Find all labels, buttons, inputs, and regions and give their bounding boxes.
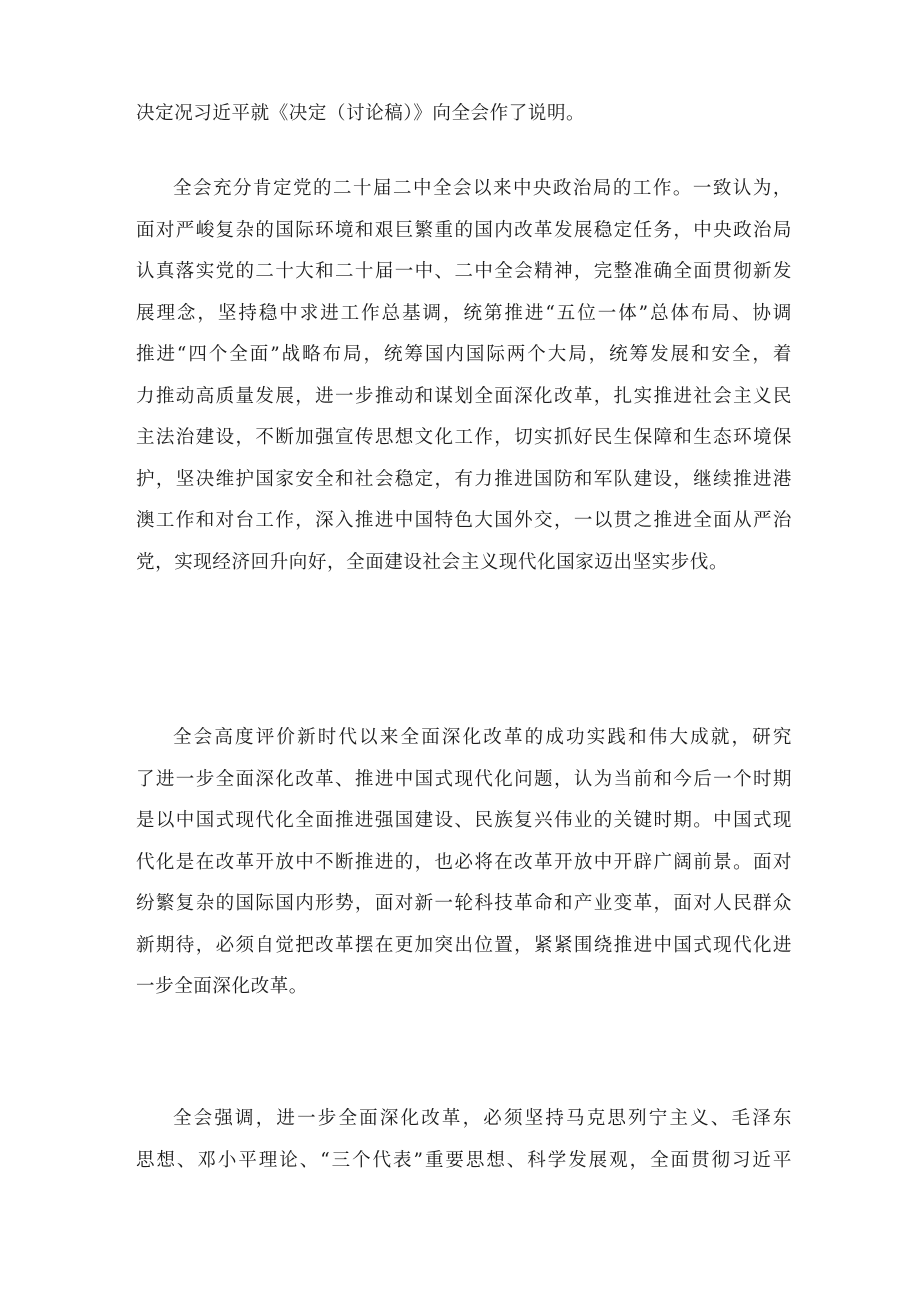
paragraph-line: 决定况习近平就《决定（讨论稿）》向全会作了说明。: [136, 103, 586, 124]
paragraph-line: 力推动高质量发展，进一步推动和谋划全面深化改革，扎实推进社会主义民: [136, 385, 792, 407]
paragraph-line: 护，坚决维护国家安全和社会稳定，有力推进国防和军队建设，继续推进港: [136, 468, 792, 490]
paragraph-line: 是以中国式现代化全面推进强国建设、民族复兴伟业的关键时期。中国式现: [136, 810, 792, 831]
paragraph-line: 纷繁复杂的国际国内形势，面对新一轮科技革命和产业变革，面对人民群众: [136, 893, 792, 914]
paragraph-line: 了进一步全面深化改革、推进中国式现代化问题，认为当前和今后一个时期: [136, 768, 792, 790]
paragraph-line: 党，实现经济回升向好，全面建设社会主义现代化国家迈出坚实步伐。: [136, 551, 729, 573]
paragraph-2: [136, 168, 792, 583]
paragraph-1: [136, 93, 792, 135]
paragraph-line: 代化是在改革开放中不断推进的，也必将在改革开放中开辟广阔前景。面对: [136, 851, 792, 873]
paragraph-line: 全会高度评价新时代以来全面深化改革的成功实践和伟大成就，研究: [173, 727, 792, 748]
paragraph-line: 思想、邓小平理论、“三个代表”重要思想、科学发展观，全面贯彻习近平: [136, 1149, 792, 1171]
paragraph-line: 澳工作和对台工作，深入推进中国特色大国外交，一以贯之推进全面从严治: [136, 510, 792, 531]
paragraph-line: 面对严峻复杂的国际环境和艰巨繁重的国内改革发展稳定任务，中央政治局: [136, 219, 792, 241]
paragraph-4: [136, 1098, 792, 1181]
paragraph-line: 展理念，坚持稳中求进工作总基调，统第推进“五位一体”总体布局、协调: [136, 302, 792, 324]
paragraph-line: 全会强调，进一步全面深化改革，必须坚持马克思列宁主义、毛泽东: [173, 1108, 792, 1129]
paragraph-3: [136, 717, 792, 1008]
paragraph-line: 主法治建设，不断加强宣传思想文化工作，切实抓好民生保障和生态环境保: [136, 427, 792, 448]
paragraph-line: 推进“四个全面”战略布局，统筹国内国际两个大局，统筹发展和安全，着: [136, 344, 792, 365]
paragraph-line: 全会充分肯定党的二十届二中全会以来中央政治局的工作。一致认为，: [173, 178, 792, 199]
paragraph-line: 一步全面深化改革。: [136, 976, 308, 997]
paragraph-line: 认真落实党的二十大和二十届一中、二中全会精神，完整准确全面贯彻新发: [136, 261, 792, 282]
paragraph-line: 新期待，必须自觉把改革摆在更加突出位置，紧紧围绕推进中国式现代化进: [136, 934, 792, 956]
